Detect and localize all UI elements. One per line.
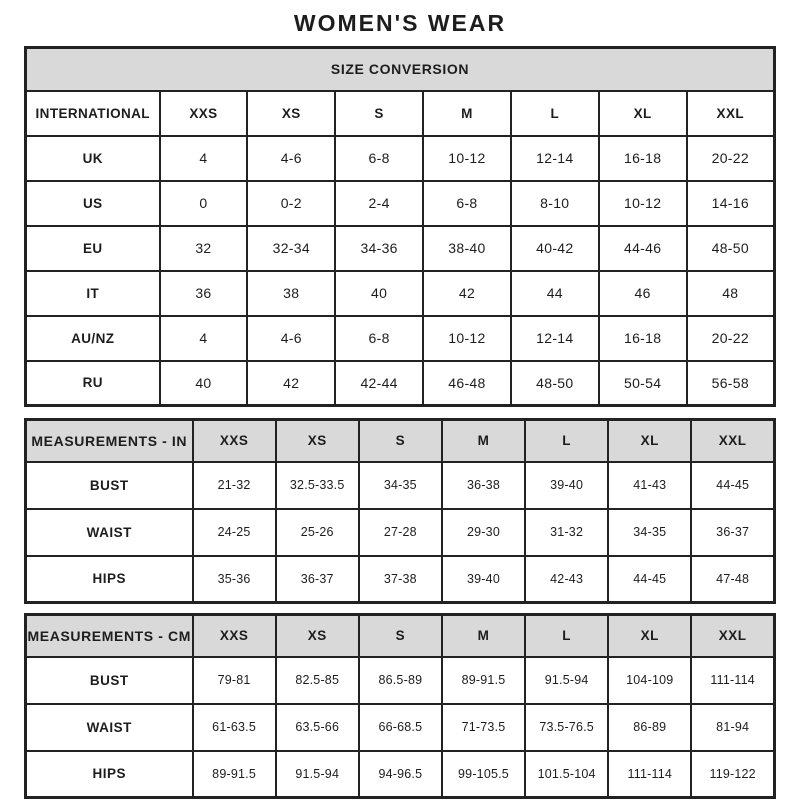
table-row-hips (26, 751, 775, 798)
row-label: EU (26, 226, 160, 271)
size-header-m: M (442, 420, 525, 462)
cell: 46-48 (423, 361, 511, 406)
cell: 111-114 (691, 657, 774, 704)
cell: 86.5-89 (359, 657, 442, 704)
cell: 32.5-33.5 (276, 462, 359, 509)
table-row-bust (26, 462, 775, 509)
table-row-waist (26, 509, 775, 556)
size-conversion-title: SIZE CONVERSION (26, 48, 775, 91)
cell: 66-68.5 (359, 704, 442, 751)
cell: 42-44 (335, 361, 423, 406)
cell: 20-22 (687, 136, 775, 181)
cell: 42 (247, 361, 335, 406)
size-header-xl: XL (608, 420, 691, 462)
cell: 24-25 (193, 509, 276, 556)
cell: 99-105.5 (442, 751, 525, 798)
cell: 79-81 (193, 657, 276, 704)
size-conversion-table (24, 46, 776, 407)
measurements-in-title: MEASUREMENTS - IN (26, 420, 193, 462)
column-header-international: INTERNATIONAL (26, 91, 160, 136)
cell: 111-114 (608, 751, 691, 798)
table-row-bust (26, 657, 775, 704)
table-header-row (26, 48, 775, 91)
cell: 63.5-66 (276, 704, 359, 751)
cell: 44-46 (599, 226, 687, 271)
cell: 36-37 (276, 556, 359, 603)
cell: 31-32 (525, 509, 608, 556)
cell: 56-58 (687, 361, 775, 406)
cell: 0-2 (247, 181, 335, 226)
cell: 38-40 (423, 226, 511, 271)
cell: 81-94 (691, 704, 774, 751)
cell: 6-8 (335, 316, 423, 361)
cell: 6-8 (423, 181, 511, 226)
size-header-l: L (525, 615, 608, 657)
column-header-s: S (335, 91, 423, 136)
cell: 4 (160, 136, 248, 181)
table-row-it (26, 271, 775, 316)
cell: 4-6 (247, 136, 335, 181)
cell: 104-109 (608, 657, 691, 704)
size-header-xxl: XXL (691, 615, 774, 657)
row-label: BUST (26, 657, 193, 704)
cell: 89-91.5 (193, 751, 276, 798)
column-header-xs: XS (247, 91, 335, 136)
cell: 10-12 (423, 136, 511, 181)
cell: 8-10 (511, 181, 599, 226)
cell: 61-63.5 (193, 704, 276, 751)
cell: 25-26 (276, 509, 359, 556)
cell: 4 (160, 316, 248, 361)
measurements-in-table (24, 418, 776, 604)
size-header-s: S (359, 420, 442, 462)
cell: 44-45 (608, 556, 691, 603)
column-header-xxl: XXL (687, 91, 775, 136)
cell: 32-34 (247, 226, 335, 271)
row-label: RU (26, 361, 160, 406)
column-header-xxs: XXS (160, 91, 248, 136)
cell: 40 (160, 361, 248, 406)
column-header-xl: XL (599, 91, 687, 136)
table-row-uk (26, 136, 775, 181)
cell: 29-30 (442, 509, 525, 556)
cell: 71-73.5 (442, 704, 525, 751)
size-header-xl: XL (608, 615, 691, 657)
table-header-row (26, 420, 775, 462)
cell: 36-38 (442, 462, 525, 509)
size-header-xs: XS (276, 420, 359, 462)
cell: 36-37 (691, 509, 774, 556)
cell: 46 (599, 271, 687, 316)
page-title: WOMEN'S WEAR (293, 10, 507, 36)
table-row-eu (26, 226, 775, 271)
cell: 20-22 (687, 316, 775, 361)
cell: 14-16 (687, 181, 775, 226)
cell: 40 (335, 271, 423, 316)
table-row-hips (26, 556, 775, 603)
cell: 35-36 (193, 556, 276, 603)
size-header-m: M (442, 615, 525, 657)
size-header-l: L (525, 420, 608, 462)
cell: 12-14 (511, 316, 599, 361)
cell: 2-4 (335, 181, 423, 226)
row-label: HIPS (26, 751, 193, 798)
cell: 16-18 (599, 136, 687, 181)
table-row-aunz (26, 316, 775, 361)
cell: 39-40 (442, 556, 525, 603)
row-label: UK (26, 136, 160, 181)
column-header-l: L (511, 91, 599, 136)
cell: 82.5-85 (276, 657, 359, 704)
cell: 4-6 (247, 316, 335, 361)
column-header-row (26, 91, 775, 136)
cell: 40-42 (511, 226, 599, 271)
cell: 42-43 (525, 556, 608, 603)
cell: 91.5-94 (525, 657, 608, 704)
size-header-xxs: XXS (193, 420, 276, 462)
row-label: HIPS (26, 556, 193, 603)
cell: 44 (511, 271, 599, 316)
cell: 34-35 (359, 462, 442, 509)
table-row-waist (26, 704, 775, 751)
size-header-xs: XS (276, 615, 359, 657)
cell: 27-28 (359, 509, 442, 556)
cell: 39-40 (525, 462, 608, 509)
cell: 50-54 (599, 361, 687, 406)
cell: 10-12 (423, 316, 511, 361)
column-header-m: M (423, 91, 511, 136)
cell: 89-91.5 (442, 657, 525, 704)
row-label: IT (26, 271, 160, 316)
cell: 86-89 (608, 704, 691, 751)
cell: 34-36 (335, 226, 423, 271)
cell: 12-14 (511, 136, 599, 181)
cell: 47-48 (691, 556, 774, 603)
cell: 42 (423, 271, 511, 316)
cell: 38 (247, 271, 335, 316)
size-header-s: S (359, 615, 442, 657)
cell: 48 (687, 271, 775, 316)
size-header-xxs: XXS (193, 615, 276, 657)
size-header-xxl: XXL (691, 420, 774, 462)
row-label: AU/NZ (26, 316, 160, 361)
cell: 73.5-76.5 (525, 704, 608, 751)
cell: 94-96.5 (359, 751, 442, 798)
cell: 101.5-104 (525, 751, 608, 798)
cell: 48-50 (511, 361, 599, 406)
table-row-ru (26, 361, 775, 406)
cell: 32 (160, 226, 248, 271)
cell: 91.5-94 (276, 751, 359, 798)
row-label: WAIST (26, 704, 193, 751)
row-label: WAIST (26, 509, 193, 556)
cell: 36 (160, 271, 248, 316)
cell: 16-18 (599, 316, 687, 361)
measurements-cm-title: MEASUREMENTS - CM (26, 615, 193, 657)
cell: 34-35 (608, 509, 691, 556)
cell: 0 (160, 181, 248, 226)
cell: 10-12 (599, 181, 687, 226)
cell: 44-45 (691, 462, 774, 509)
measurements-cm-table (24, 613, 776, 799)
cell: 37-38 (359, 556, 442, 603)
cell: 6-8 (335, 136, 423, 181)
cell: 21-32 (193, 462, 276, 509)
cell: 119-122 (691, 751, 774, 798)
table-row-us (26, 181, 775, 226)
table-header-row (26, 615, 775, 657)
cell: 41-43 (608, 462, 691, 509)
row-label: US (26, 181, 160, 226)
cell: 48-50 (687, 226, 775, 271)
row-label: BUST (26, 462, 193, 509)
